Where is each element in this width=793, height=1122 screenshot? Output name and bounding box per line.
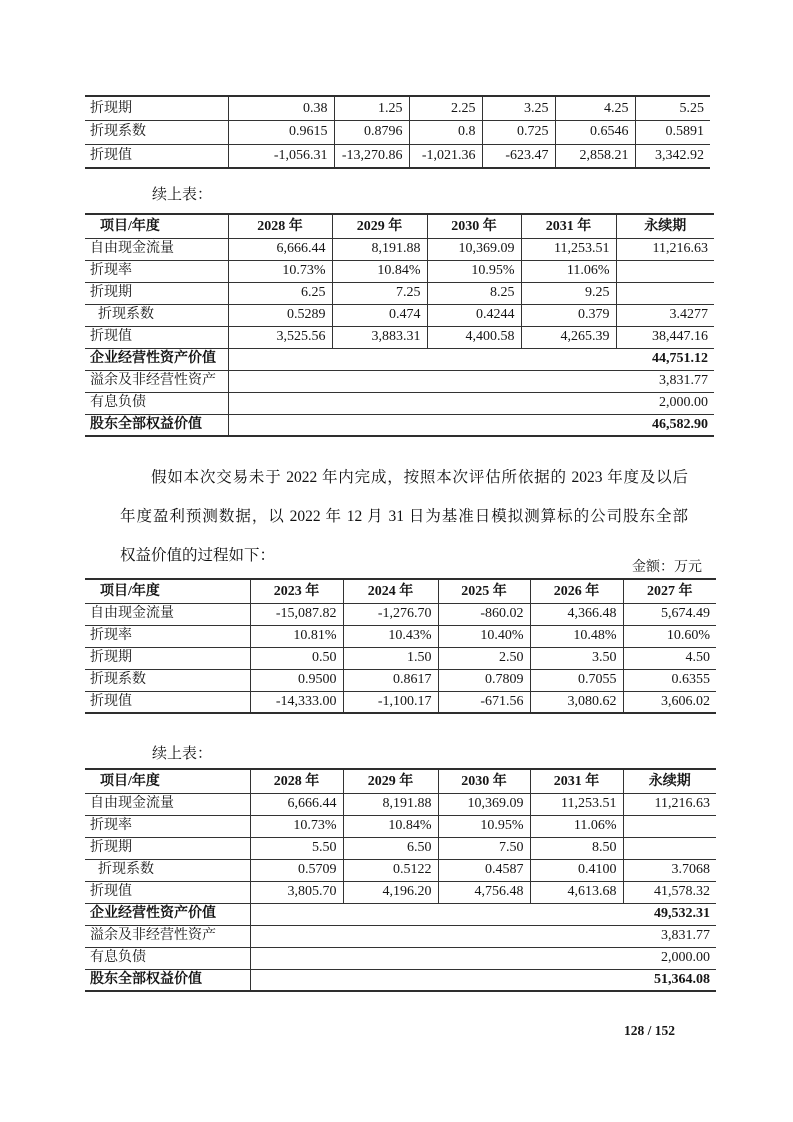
value-cell: 10.43% — [343, 625, 438, 647]
row-label-cell: 股东全部权益价值 — [85, 969, 250, 991]
table-row — [85, 392, 714, 414]
value-cell: 4,265.39 — [521, 326, 616, 348]
year-header-cell: 2025 年 — [438, 579, 530, 603]
value-cell: 4,196.20 — [343, 881, 438, 903]
value-cell: 8.25 — [427, 282, 521, 304]
table-row — [85, 969, 716, 991]
value-cell: 3,805.70 — [250, 881, 343, 903]
value-cell: 10.81% — [250, 625, 343, 647]
equity-value-table-2028-terminal — [85, 213, 714, 437]
table-row — [85, 769, 716, 793]
value-cell: 11,253.51 — [530, 793, 623, 815]
value-cell: 3,080.62 — [530, 691, 623, 713]
row-label-cell: 溢余及非经营性资产 — [85, 370, 228, 392]
value-cell: 0.5289 — [228, 304, 332, 326]
value-cell: -671.56 — [438, 691, 530, 713]
discount-table-2022-continued — [85, 95, 710, 169]
year-header-cell: 2030 年 — [427, 214, 521, 238]
table-row — [85, 903, 716, 925]
row-label-cell: 有息负债 — [85, 947, 250, 969]
total-value-cell: 49,532.31 — [250, 903, 716, 925]
table-row — [85, 370, 714, 392]
year-header-cell: 2029 年 — [343, 769, 438, 793]
value-cell: 5,674.49 — [623, 603, 716, 625]
value-cell: 11.06% — [521, 260, 616, 282]
value-cell: 10.73% — [228, 260, 332, 282]
row-label-cell: 折现期 — [85, 96, 228, 120]
value-cell: 9.25 — [521, 282, 616, 304]
discount-table-2023-2027 — [85, 578, 716, 714]
paragraph-line-1: 假如本次交易未于 2022 年内完成，按照本次评估所依据的 2023 年度及以后 — [151, 469, 688, 486]
value-cell: -623.47 — [482, 144, 555, 168]
value-cell: 4,756.48 — [438, 881, 530, 903]
value-cell: 6.50 — [343, 837, 438, 859]
value-cell: 3.4277 — [616, 304, 714, 326]
table-row — [85, 925, 716, 947]
table-row — [85, 214, 714, 238]
table-row — [85, 691, 716, 713]
paragraph-line-3: 权益价值的过程如下： — [120, 547, 276, 564]
value-cell: 0.7055 — [530, 669, 623, 691]
row-label-cell: 折现率 — [85, 815, 250, 837]
value-cell: 0.50 — [250, 647, 343, 669]
year-header-cell: 2030 年 — [438, 769, 530, 793]
total-value-cell: 2,000.00 — [250, 947, 716, 969]
table-row — [85, 144, 710, 168]
value-cell: 0.9615 — [228, 120, 334, 144]
value-cell: -1,021.36 — [409, 144, 482, 168]
value-cell: 6,666.44 — [228, 238, 332, 260]
value-cell: 10.95% — [427, 260, 521, 282]
total-value-cell: 2,000.00 — [228, 392, 714, 414]
value-cell: 0.5891 — [635, 120, 710, 144]
equity-value-table-2028-terminal-simulated — [85, 768, 716, 992]
value-cell: 0.6546 — [555, 120, 635, 144]
total-value-cell: 46,582.90 — [228, 414, 714, 436]
table-row — [85, 282, 714, 304]
table-row — [85, 859, 716, 881]
value-cell: 7.25 — [332, 282, 427, 304]
row-label-cell: 折现率 — [85, 260, 228, 282]
year-header-cell: 2027 年 — [623, 579, 716, 603]
value-cell: 0.5122 — [343, 859, 438, 881]
value-cell: 10,369.09 — [427, 238, 521, 260]
value-cell: 2,858.21 — [555, 144, 635, 168]
value-cell: 0.8 — [409, 120, 482, 144]
value-cell: 0.5709 — [250, 859, 343, 881]
value-cell: -1,100.17 — [343, 691, 438, 713]
table-row — [85, 238, 714, 260]
value-cell: 8,191.88 — [332, 238, 427, 260]
year-header-cell: 2031 年 — [530, 769, 623, 793]
value-cell: 41,578.32 — [623, 881, 716, 903]
value-cell: 7.50 — [438, 837, 530, 859]
value-cell: 5.25 — [635, 96, 710, 120]
year-header-cell: 2023 年 — [250, 579, 343, 603]
value-cell: -1,276.70 — [343, 603, 438, 625]
value-cell: 11,216.63 — [623, 793, 716, 815]
value-cell: 0.4587 — [438, 859, 530, 881]
value-cell: 0.8796 — [334, 120, 409, 144]
total-value-cell: 44,751.12 — [228, 348, 714, 370]
value-cell: 10.84% — [343, 815, 438, 837]
value-cell: 6.25 — [228, 282, 332, 304]
value-cell: 0.379 — [521, 304, 616, 326]
row-label-cell: 折现值 — [85, 326, 228, 348]
value-cell: 3,883.31 — [332, 326, 427, 348]
table-row — [85, 120, 710, 144]
value-cell — [616, 260, 714, 282]
header-label-cell: 项目/年度 — [85, 769, 250, 793]
row-label-cell: 自由现金流量 — [85, 238, 228, 260]
value-cell: 1.50 — [343, 647, 438, 669]
value-cell: 3.25 — [482, 96, 555, 120]
table-row — [85, 881, 716, 903]
value-cell: 8,191.88 — [343, 793, 438, 815]
table2 — [85, 213, 714, 437]
row-label-cell: 折现期 — [85, 837, 250, 859]
continue-table-label-2: 续上表： — [152, 746, 213, 762]
value-cell: 0.38 — [228, 96, 334, 120]
value-cell: 0.6355 — [623, 669, 716, 691]
row-label-cell: 折现系数 — [85, 304, 228, 326]
value-cell: 4,366.48 — [530, 603, 623, 625]
value-cell: 3,342.92 — [635, 144, 710, 168]
row-label-cell: 折现期 — [85, 647, 250, 669]
value-cell: 0.474 — [332, 304, 427, 326]
row-label-cell: 企业经营性资产价值 — [85, 348, 228, 370]
row-label-cell: 折现值 — [85, 691, 250, 713]
value-cell: 11,253.51 — [521, 238, 616, 260]
row-label-cell: 折现系数 — [85, 669, 250, 691]
value-cell: 38,447.16 — [616, 326, 714, 348]
continue-table-label-1: 续上表： — [152, 187, 213, 203]
table-row — [85, 647, 716, 669]
year-header-cell: 2031 年 — [521, 214, 616, 238]
row-label-cell: 溢余及非经营性资产 — [85, 925, 250, 947]
value-cell — [616, 282, 714, 304]
table1 — [85, 95, 710, 169]
total-value-cell: 3,831.77 — [228, 370, 714, 392]
value-cell: 2.25 — [409, 96, 482, 120]
year-header-cell: 2028 年 — [250, 769, 343, 793]
value-cell: 10.73% — [250, 815, 343, 837]
row-label-cell: 折现率 — [85, 625, 250, 647]
value-cell: 2.50 — [438, 647, 530, 669]
value-cell: 0.7809 — [438, 669, 530, 691]
table4 — [85, 768, 716, 992]
header-label-cell: 项目/年度 — [85, 579, 250, 603]
table-row — [85, 304, 714, 326]
year-header-cell: 2026 年 — [530, 579, 623, 603]
table-row — [85, 837, 716, 859]
table-row — [85, 260, 714, 282]
value-cell: 0.4100 — [530, 859, 623, 881]
value-cell: 4,613.68 — [530, 881, 623, 903]
value-cell: 0.8617 — [343, 669, 438, 691]
value-cell: 3,606.02 — [623, 691, 716, 713]
table-row — [85, 348, 714, 370]
year-header-cell: 永续期 — [623, 769, 716, 793]
row-label-cell: 折现期 — [85, 282, 228, 304]
row-label-cell: 折现系数 — [85, 120, 228, 144]
value-cell: 4.25 — [555, 96, 635, 120]
row-label-cell: 有息负债 — [85, 392, 228, 414]
row-label-cell: 自由现金流量 — [85, 793, 250, 815]
table-row — [85, 603, 716, 625]
year-header-cell: 2028 年 — [228, 214, 332, 238]
year-header-cell: 2029 年 — [332, 214, 427, 238]
value-cell: -13,270.86 — [334, 144, 409, 168]
paragraph-line-2: 年度盈利预测数据，以 2022 年 12 月 31 日为基准日模拟测算标的公司股东全部 — [120, 508, 688, 525]
value-cell: 10.95% — [438, 815, 530, 837]
value-cell — [623, 837, 716, 859]
header-label-cell: 项目/年度 — [85, 214, 228, 238]
value-cell: -1,056.31 — [228, 144, 334, 168]
year-header-cell: 永续期 — [616, 214, 714, 238]
value-cell: 10.48% — [530, 625, 623, 647]
value-cell: 4,400.58 — [427, 326, 521, 348]
value-cell: 10.60% — [623, 625, 716, 647]
value-cell: 11.06% — [530, 815, 623, 837]
total-value-cell: 3,831.77 — [250, 925, 716, 947]
value-cell: 3.50 — [530, 647, 623, 669]
value-cell: 10.40% — [438, 625, 530, 647]
table3 — [85, 578, 716, 714]
table-row — [85, 96, 710, 120]
row-label-cell: 折现值 — [85, 881, 250, 903]
table-row — [85, 669, 716, 691]
value-cell: -14,333.00 — [250, 691, 343, 713]
row-label-cell: 股东全部权益价值 — [85, 414, 228, 436]
value-cell: 4.50 — [623, 647, 716, 669]
value-cell: -15,087.82 — [250, 603, 343, 625]
value-cell: 0.4244 — [427, 304, 521, 326]
value-cell: 3,525.56 — [228, 326, 332, 348]
value-cell: 5.50 — [250, 837, 343, 859]
row-label-cell: 自由现金流量 — [85, 603, 250, 625]
table-row — [85, 793, 716, 815]
value-cell: 1.25 — [334, 96, 409, 120]
value-cell: 0.725 — [482, 120, 555, 144]
value-cell: 3.7068 — [623, 859, 716, 881]
value-cell: 11,216.63 — [616, 238, 714, 260]
row-label-cell: 企业经营性资产价值 — [85, 903, 250, 925]
table-row — [85, 326, 714, 348]
value-cell — [623, 815, 716, 837]
value-cell: 10.84% — [332, 260, 427, 282]
table-row — [85, 625, 716, 647]
amount-unit-label: 金额：万元 — [632, 560, 702, 575]
row-label-cell: 折现值 — [85, 144, 228, 168]
table-row — [85, 947, 716, 969]
value-cell: 0.9500 — [250, 669, 343, 691]
value-cell: 8.50 — [530, 837, 623, 859]
year-header-cell: 2024 年 — [343, 579, 438, 603]
row-label-cell: 折现系数 — [85, 859, 250, 881]
table-row — [85, 414, 714, 436]
value-cell: 6,666.44 — [250, 793, 343, 815]
table-row — [85, 815, 716, 837]
total-value-cell: 51,364.08 — [250, 969, 716, 991]
table-row — [85, 579, 716, 603]
value-cell: -860.02 — [438, 603, 530, 625]
value-cell: 10,369.09 — [438, 793, 530, 815]
page-number: 128 / 152 — [623, 1023, 675, 1038]
